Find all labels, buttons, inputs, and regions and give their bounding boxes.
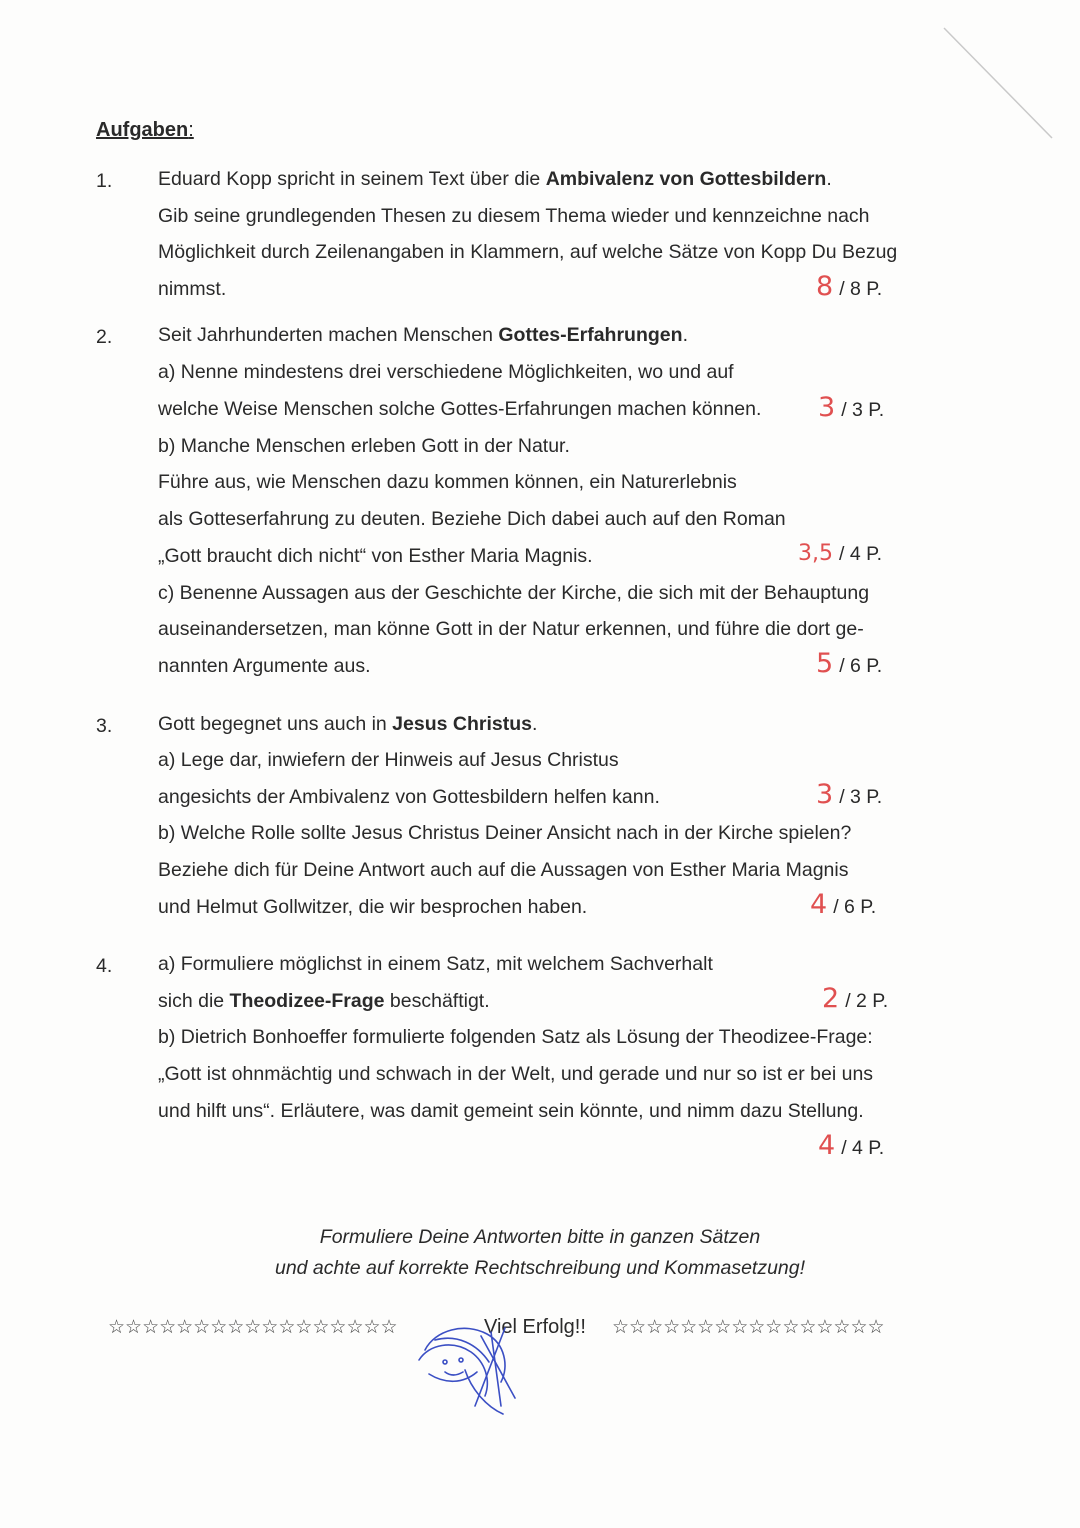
task-4-line-2: sich die Theodizee-Frage beschäftigt. [158, 990, 490, 1012]
task-4-line-3: b) Dietrich Bonhoeffer formulierte folgenden Satz als Lösung der Theodizee-Frage: [158, 1026, 873, 1048]
grade-mark: 3 [816, 779, 834, 810]
task-number: 4. [96, 955, 113, 977]
task-2-line-1: Seit Jahrhunderten machen Menschen Gottes-Erfahrungen. [158, 324, 688, 346]
task-2-line-3: welche Weise Menschen solche Gottes-Erfahrungen machen können. [158, 398, 762, 420]
score-task-4a [822, 983, 889, 1014]
task-3-line-1: Gott begegnet uns auch in Jesus Christus. [158, 713, 538, 735]
task-1-line-2: Gib seine grundlegenden Thesen zu diesem Thema wieder und kennzeichne nach [158, 205, 870, 227]
task-4-line-5: und hilft uns“. Erläutere, was damit gemeint sein könnte, und nimm dazu Stellung. [158, 1100, 864, 1122]
task-2-line-9: auseinandersetzen, man könne Gott in der Natur erkennen, und führe die dort ge- [158, 618, 864, 640]
score-task-2b [798, 541, 882, 567]
task-1-line-4: nimmst. [158, 278, 227, 300]
max-points: / 3 P. [841, 399, 885, 421]
max-points: / 6 P. [839, 655, 883, 677]
task-3-line-4: b) Welche Rolle sollte Jesus Christus Deiner Ansicht nach in der Kirche spielen? [158, 822, 852, 844]
score-task-3a [816, 779, 883, 810]
score-task-2c [816, 648, 883, 679]
star-row-right: ☆☆☆☆☆☆☆☆☆☆☆☆☆☆☆☆ [612, 1316, 885, 1338]
footer-instruction-2: und achte auf korrekte Rechtschreibung und Kommasetzung! [274, 1257, 806, 1279]
max-points: / 4 P. [839, 543, 883, 565]
grade-mark: 5 [816, 648, 834, 679]
task-3-line-6: und Helmut Gollwitzer, die wir besprochen haben. [158, 896, 588, 918]
task-2-line-6: als Gotteserfahrung zu deuten. Beziehe Dich dabei auch auf den Roman [158, 508, 786, 530]
doodle-drawing [405, 1310, 535, 1420]
score-task-2a [818, 392, 885, 423]
grade-mark: 4 [810, 889, 828, 920]
task-number: 3. [96, 715, 113, 737]
max-points: / 4 P. [841, 1137, 885, 1159]
grade-mark: 4 [818, 1130, 836, 1161]
tasks-heading: Aufgaben: [96, 119, 194, 141]
task-3-line-3: angesichts der Ambivalenz von Gottesbildern helfen kann. [158, 786, 660, 808]
pen-stroke-mark [940, 0, 1080, 150]
task-2-line-8: c) Benenne Aussagen aus der Geschichte der Kirche, die sich mit der Behauptung [158, 582, 870, 604]
task-2-line-7: „Gott braucht dich nicht“ von Esther Maria Magnis. [158, 545, 593, 567]
task-2-line-4: b) Manche Menschen erleben Gott in der Natur. [158, 435, 570, 457]
score-task-1 [816, 271, 883, 302]
task-2-line-2: a) Nenne mindestens drei verschiedene Möglichkeiten, wo und auf [158, 361, 734, 383]
grade-mark: 3 [818, 392, 836, 423]
max-points: / 6 P. [833, 896, 877, 918]
max-points: / 8 P. [839, 278, 883, 300]
score-task-3b [810, 889, 877, 920]
task-2-line-5: Führe aus, wie Menschen dazu kommen können, ein Naturerlebnis [158, 471, 737, 493]
task-number: 2. [96, 326, 113, 348]
grade-mark: 3,5 [798, 541, 833, 566]
footer-instruction-1: Formuliere Deine Antworten bitte in ganzen Sätzen [319, 1226, 761, 1248]
task-1-line-1: Eduard Kopp spricht in seinem Text über die Ambivalenz von Gottesbildern. [158, 168, 832, 190]
task-4-line-1: a) Formuliere möglichst in einem Satz, mit welchem Sachverhalt [158, 953, 713, 975]
max-points: / 2 P. [845, 990, 889, 1012]
task-3-line-2: a) Lege dar, inwiefern der Hinweis auf Jesus Christus [158, 749, 619, 771]
max-points: / 3 P. [839, 786, 883, 808]
score-task-4b [818, 1130, 885, 1161]
task-4-line-4: „Gott ist ohnmächtig und schwach in der Welt, und gerade und nur so ist er bei uns [158, 1063, 874, 1085]
grade-mark: 8 [816, 271, 834, 302]
star-row-left: ☆☆☆☆☆☆☆☆☆☆☆☆☆☆☆☆☆ [108, 1316, 398, 1338]
task-1-line-3: Möglichkeit durch Zeilenangaben in Klammern, auf welche Sätze von Kopp Du Bezug [158, 241, 898, 263]
task-2-line-10: nannten Argumente aus. [158, 655, 371, 677]
task-number: 1. [96, 170, 113, 192]
good-luck-text: Viel Erfolg!! [484, 1316, 586, 1338]
task-3-line-5: Beziehe dich für Deine Antwort auch auf die Aussagen von Esther Maria Magnis [158, 859, 849, 881]
grade-mark: 2 [822, 983, 840, 1014]
